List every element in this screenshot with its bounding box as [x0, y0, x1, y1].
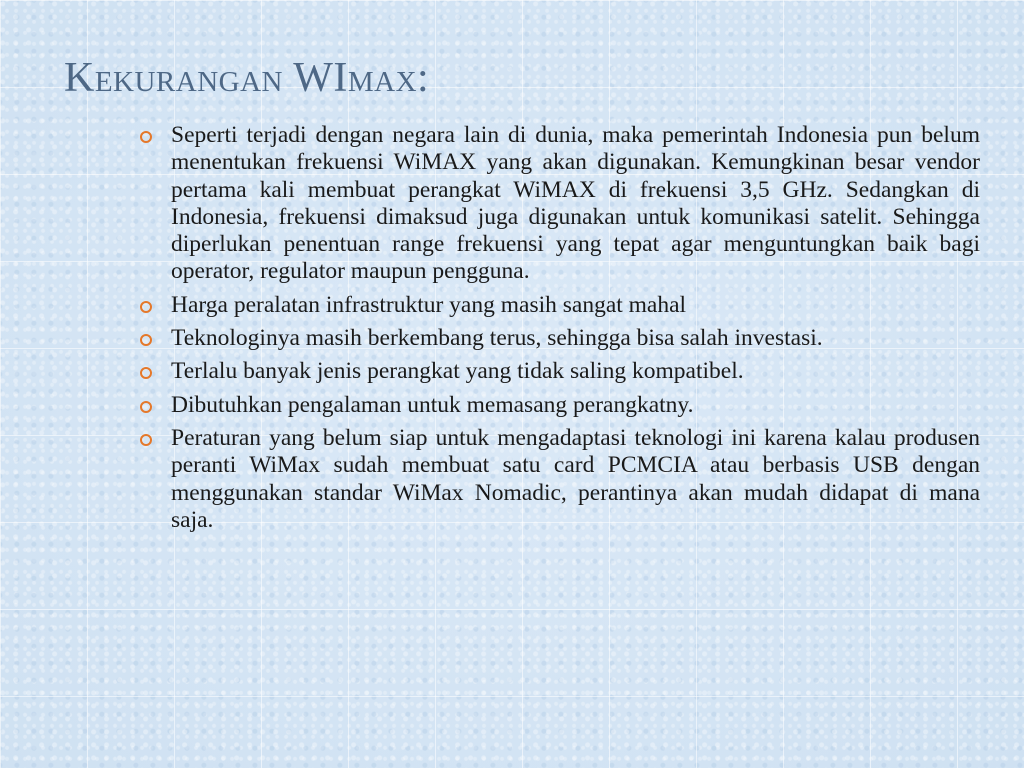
slide-title: Kekurangan WImax: — [64, 55, 430, 101]
bullet-text: Peraturan yang belum siap untuk mengadaptasi teknologi ini karena kalau produsen peranti WiMax sudah membuat satu card PCMCIA atau berbasis USB dengan menggunakan standar WiMax Nomadic, perantinya akan mudah didapat di mana saja. — [171, 424, 980, 533]
bullet-text: Teknologinya masih berkembang terus, sehingga bisa salah investasi. — [171, 325, 823, 352]
bullet-circle-icon — [140, 367, 152, 379]
bullet-text: Dibutuhkan pengalaman untuk memasang perangkatny. — [171, 391, 694, 418]
bullet-item — [138, 425, 980, 534]
bullet-item — [138, 122, 980, 286]
bullet-item — [138, 392, 980, 419]
bullet-circle-icon — [140, 434, 152, 446]
bullet-text: Harga peralatan infrastruktur yang masih sangat mahal — [171, 291, 687, 318]
bullet-circle-icon — [140, 334, 152, 346]
bullet-circle-icon — [140, 131, 152, 143]
bullet-list — [138, 122, 980, 534]
bullet-item — [138, 292, 980, 319]
slide-content — [138, 122, 980, 540]
bullet-text: Seperti terjadi dengan negara lain di dunia, maka pemerintah Indonesia pun belum menentukan frekuensi WiMAX yang akan digunakan. Kemungkinan besar vendor pertama kali membuat perangkat WiMAX di frekuensi 3,5 GHz. Sedangkan di Indonesia, frekuensi dimaksud juga digunakan untuk komunikasi satelit. Sehingga diperlukan penentuan range frekuensi yang tepat agar menguntungkan baik bagi operator, regulator maupun pengguna. — [171, 122, 980, 285]
bullet-circle-icon — [140, 401, 152, 413]
bullet-circle-icon — [140, 301, 152, 313]
bullet-item — [138, 358, 980, 385]
bullet-item — [138, 325, 980, 352]
bullet-text: Terlalu banyak jenis perangkat yang tidak saling kompatibel. — [171, 358, 744, 385]
